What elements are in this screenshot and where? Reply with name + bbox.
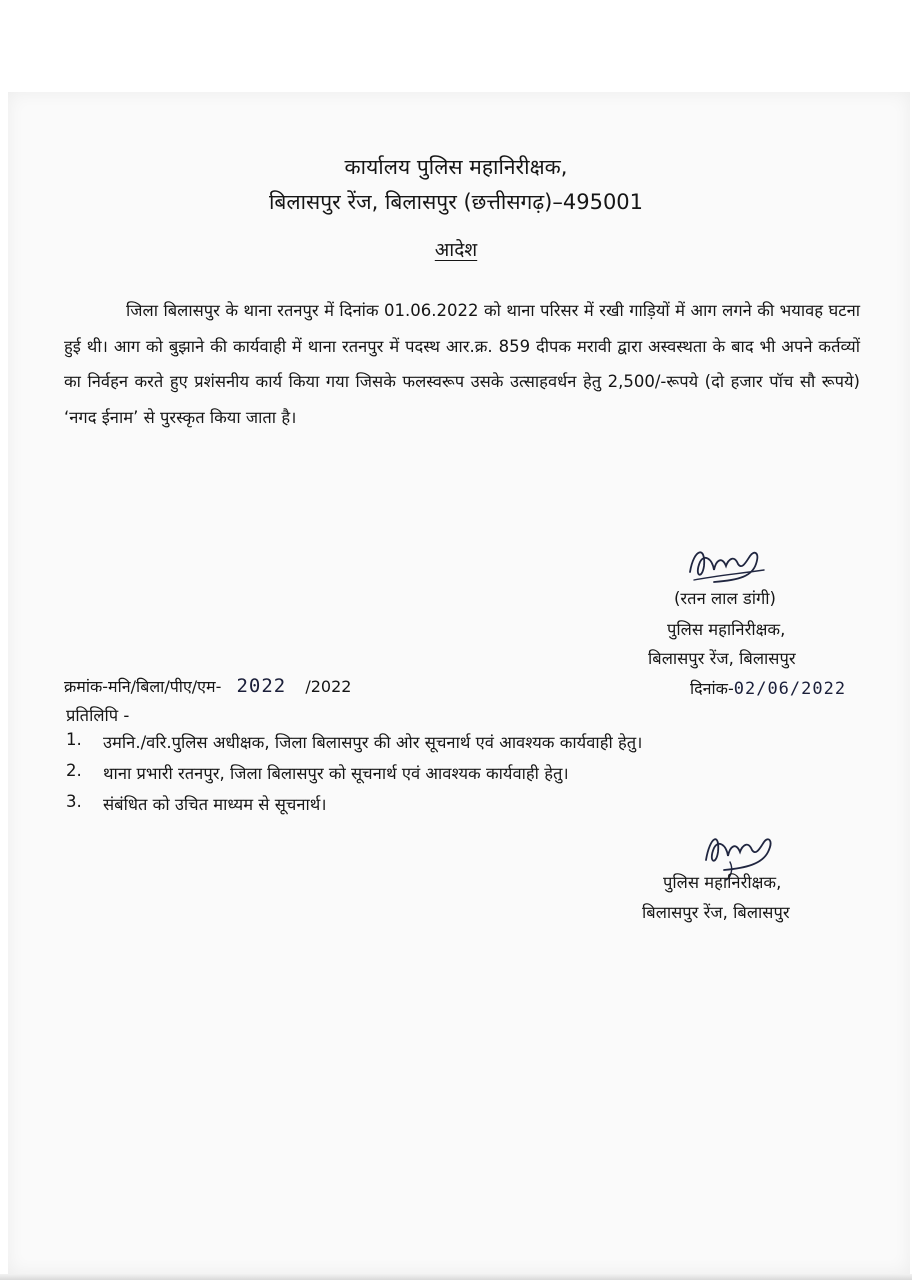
footer-signatory-location: बिलासपुर रेंज, बिलासपुर bbox=[642, 903, 790, 922]
signatory-name: (रतन लाल डांगी) bbox=[674, 589, 776, 608]
signatory-designation: पुलिस महानिरीक्षक, bbox=[667, 620, 786, 639]
reference-suffix: /2022 bbox=[305, 677, 352, 696]
office-address: बिलासपुर रेंज, बिलासपुर (छत्तीसगढ़)–495001 bbox=[268, 190, 644, 214]
page-bottom-edge bbox=[0, 1274, 912, 1280]
order-body-paragraph: जिला बिलासपुर के थाना रतनपुर में दिनांक 01.06.2022 को थाना परिसर में रखी गाड़ियों में आग लगने की भयावह घटना हुई थी। आग को बुझाने की कार्यवाही में थाना रतनपुर में पदस्थ आर.क्र. 859 दीपक मरावी द्वारा अस्वस्थता के बाद भी अपने कर्तव्यों का निर्वहन करते हुए प्रशंसनीय कार्य किया गया जिसके फलस्वरूप उसके उत्साहवर्धन हेतु 2,500/-रूपये (दो हजार पॉच सौ रूपये) ‘नगद ईनाम’ से पुरस्कृत किया जाता है। bbox=[64, 301, 860, 427]
list-item-text: थाना प्रभारी रतनपुर, जिला बिलासपुर को सूचनार्थ एवं आवश्यक कार्यवाही हेतु। bbox=[103, 764, 569, 783]
copy-to-label: प्रतिलिपि - bbox=[66, 706, 130, 725]
reference-number bbox=[64, 675, 351, 697]
list-item-number: 2. bbox=[66, 761, 82, 780]
order-title: आदेश bbox=[434, 239, 478, 261]
reference-handwritten-number: 2022 bbox=[236, 675, 287, 697]
footer-signatory-designation: पुलिस महानिरीक्षक, bbox=[663, 873, 782, 892]
office-name: कार्यालय पुलिस महानिरीक्षक, bbox=[344, 155, 568, 179]
date-handwritten-value: 02/06/2022 bbox=[733, 679, 847, 699]
list-item-number: 1. bbox=[66, 730, 82, 749]
list-item-text: उमनि./वरि.पुलिस अधीक्षक, जिला बिलासपुर की ओर सूचनार्थ एवं आवश्यक कार्यवाही हेतु। bbox=[103, 733, 643, 752]
date-label: दिनांक- bbox=[690, 679, 734, 698]
handwritten-signature-mark bbox=[684, 540, 774, 590]
signatory-location: बिलासपुर रेंज, बिलासपुर bbox=[648, 649, 796, 668]
reference-prefix: क्रमांक-मनि/बिला/पीए/एम- bbox=[64, 677, 222, 696]
list-item-text: संबंधित को उचित माध्यम से सूचनार्थ। bbox=[103, 795, 327, 814]
list-item-number: 3. bbox=[66, 792, 82, 811]
order-date bbox=[690, 677, 846, 699]
